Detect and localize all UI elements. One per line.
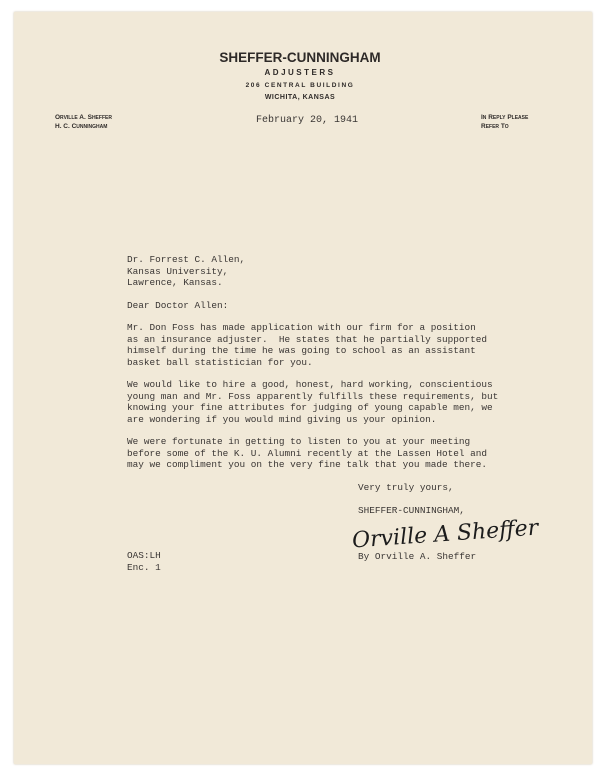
- partners: [55, 113, 112, 131]
- initials: OAS:LH: [127, 550, 161, 561]
- text-line: are wondering if you would mind giving us your opinion.: [127, 414, 437, 426]
- text-line: as an insurance adjuster. He states that he partially supported: [127, 333, 488, 345]
- enclosure: Enc. 1: [127, 561, 161, 573]
- address-line: Lawrence, Kansas.: [127, 277, 223, 289]
- text-line: We were fortunate in getting to listen to you at your meeting: [127, 436, 471, 447]
- text-line: before some of the K. U. Alumni recently at the Lassen Hotel and: [127, 447, 488, 459]
- closing: Very truly yours,: [358, 482, 454, 493]
- letterhead-city: WICHITA, KANSAS: [264, 94, 336, 101]
- reply-line: Refer To: [481, 123, 509, 130]
- text-line: knowing your fine attributes for judging of young capable men, we: [127, 402, 493, 414]
- text-line: Mr. Don Foss has made application with our firm for a position: [127, 322, 476, 333]
- text-line: himself during the time he was going to school as an assistant: [127, 345, 476, 357]
- text-line: young man and Mr. Foss apparently fulfills these requirements, but: [127, 390, 499, 402]
- reference-initials: [127, 550, 161, 573]
- text-line: We would like to hire a good, honest, hard working, conscientious: [127, 379, 493, 390]
- letter-date: February 20, 1941: [256, 115, 359, 126]
- letterhead-address: 206 CENTRAL BUILDING: [245, 82, 355, 89]
- text-line: may we compliment you on the very fine talk that you made there.: [127, 459, 488, 471]
- partner: H. C. Cunningham: [55, 123, 108, 130]
- partner: Orville A. Sheffer: [55, 114, 112, 121]
- text-line: basket ball statistician for you.: [127, 357, 313, 369]
- letterhead-firm: SHEFFER-CUNNINGHAM: [219, 50, 381, 65]
- address-line: Dr. Forrest C. Allen,: [127, 254, 246, 265]
- reply-line: In Reply Please: [481, 114, 529, 121]
- signer-line: By Orville A. Sheffer: [358, 551, 477, 562]
- recipient-address: [127, 254, 245, 289]
- address-line: Kansas University,: [127, 265, 229, 277]
- reply-note: [481, 113, 528, 131]
- letterhead-subtitle: ADJUSTERS: [264, 68, 336, 77]
- paragraph: [127, 379, 498, 426]
- handwritten-signature: Orville A Sheffer: [351, 515, 540, 554]
- paragraph: [127, 436, 487, 471]
- company-signature: SHEFFER-CUNNINGHAM,: [358, 505, 465, 516]
- paragraph: [127, 322, 487, 369]
- salutation: Dear Doctor Allen:: [127, 300, 229, 311]
